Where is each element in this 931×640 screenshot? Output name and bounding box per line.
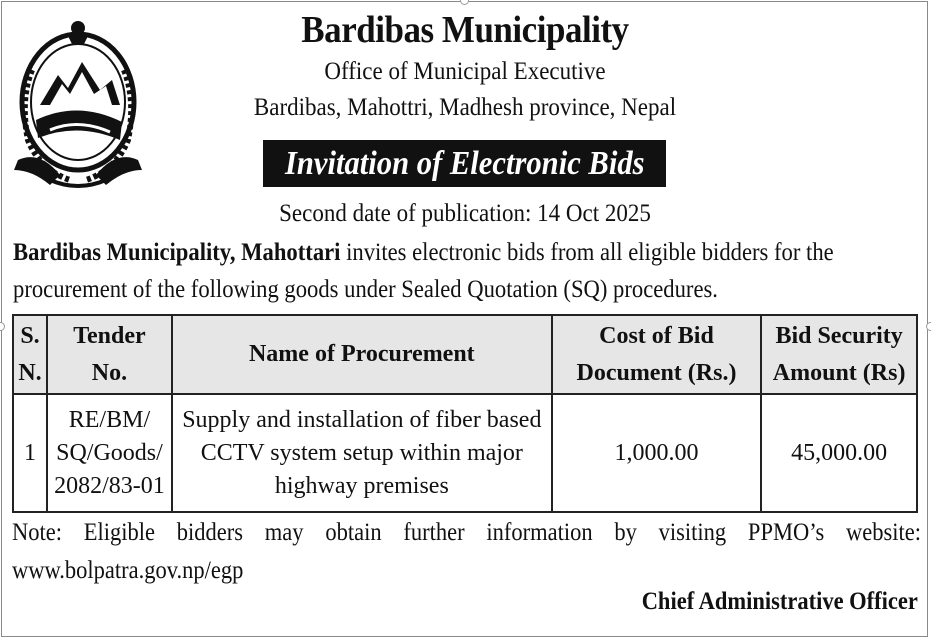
municipality-title: Bardibas Municipality xyxy=(301,9,629,51)
table-header-row xyxy=(13,315,917,394)
office-name: Office of Municipal Executive xyxy=(324,58,606,85)
intro-bold-lead: Bardibas Municipality, Mahottari xyxy=(13,239,341,266)
table-row xyxy=(13,394,917,512)
col-header-cost: Cost of Bid Document (Rs.) xyxy=(552,315,762,394)
cell-cost: 1,000.00 xyxy=(552,394,762,512)
resize-handle-right[interactable] xyxy=(926,322,931,331)
bolpatra-link[interactable]: www.bolpatra.gov.np/egp xyxy=(12,557,244,584)
office-address: Bardibas, Mahottri, Madhesh province, Nepal xyxy=(253,94,677,121)
cell-procurement-name: Supply and installation of fiber based CCTV system setup within major highway premises xyxy=(172,394,552,512)
intro-line1: invites electronic bids from all eligible bidders for the xyxy=(340,239,834,266)
cell-security: 45,000.00 xyxy=(761,394,917,512)
col-header-security: Bid Security Amount (Rs) xyxy=(761,315,917,394)
intro-paragraph xyxy=(13,234,918,308)
col-header-name: Name of Procurement xyxy=(172,315,552,394)
signatory: Chief Administrative Officer xyxy=(641,588,918,615)
note-paragraph xyxy=(12,514,921,590)
col-header-sn: S. N. xyxy=(13,315,47,394)
bids-table xyxy=(12,314,918,513)
municipality-emblem xyxy=(10,10,146,190)
publication-date: Second date of publication: 14 Oct 2025 xyxy=(279,200,651,227)
note-line1: Note: Eligible bidders may obtain further information by visiting PPMO’s website: xyxy=(12,519,921,546)
cell-tender-no: RE/BM/ SQ/Goods/ 2082/83-01 xyxy=(47,394,172,512)
col-header-tender: Tender No. xyxy=(47,315,172,394)
notice-banner: Invitation of Electronic Bids xyxy=(263,140,666,187)
intro-line2: procurement of the following goods under Sealed Quotation (SQ) procedures. xyxy=(13,276,718,303)
cell-sn: 1 xyxy=(13,394,47,512)
